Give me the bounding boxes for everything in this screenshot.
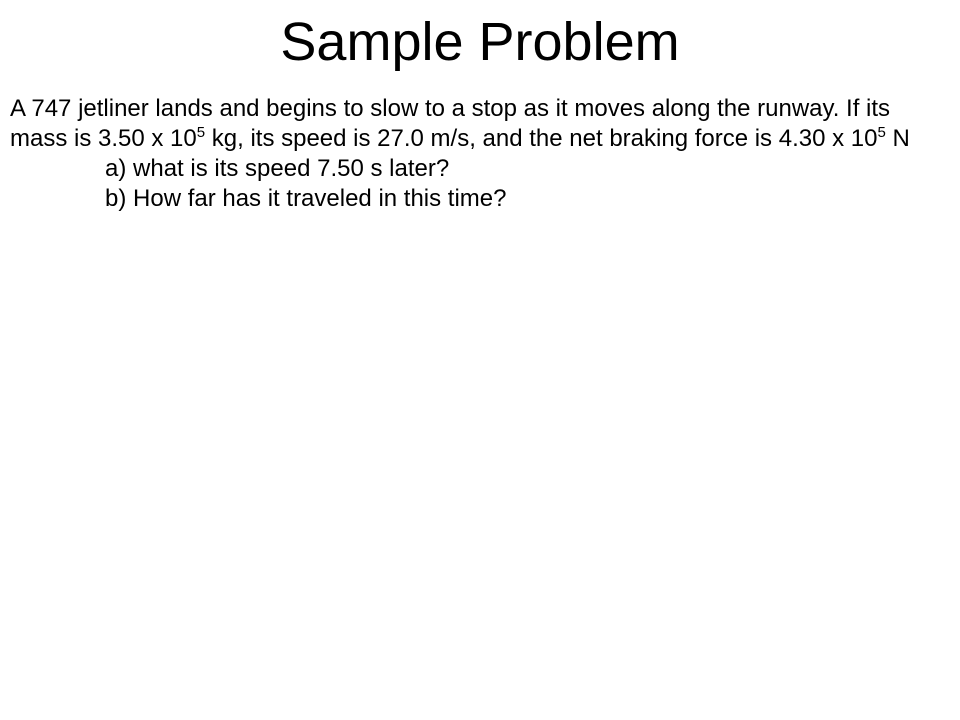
problem-body: [10, 94, 950, 214]
problem-text-2: kg, its speed is 27.0 m/s, and the net braking force is 4.30 x 10: [205, 125, 878, 152]
mass-exponent: 5: [196, 124, 206, 141]
question-a: a) what is its speed 7.50 s later?: [105, 155, 450, 182]
problem-text-3: N: [885, 125, 910, 152]
problem-text-1: A 747 jetliner lands and begins to slow to a stop as it moves along the runway. If its mass is 3.50 x 10: [10, 95, 891, 152]
problem-statement: [10, 94, 950, 154]
force-exponent: 5: [877, 124, 886, 141]
slide-title: Sample Problem: [280, 12, 680, 72]
question-b: b) How far has it traveled in this time?: [105, 185, 507, 212]
